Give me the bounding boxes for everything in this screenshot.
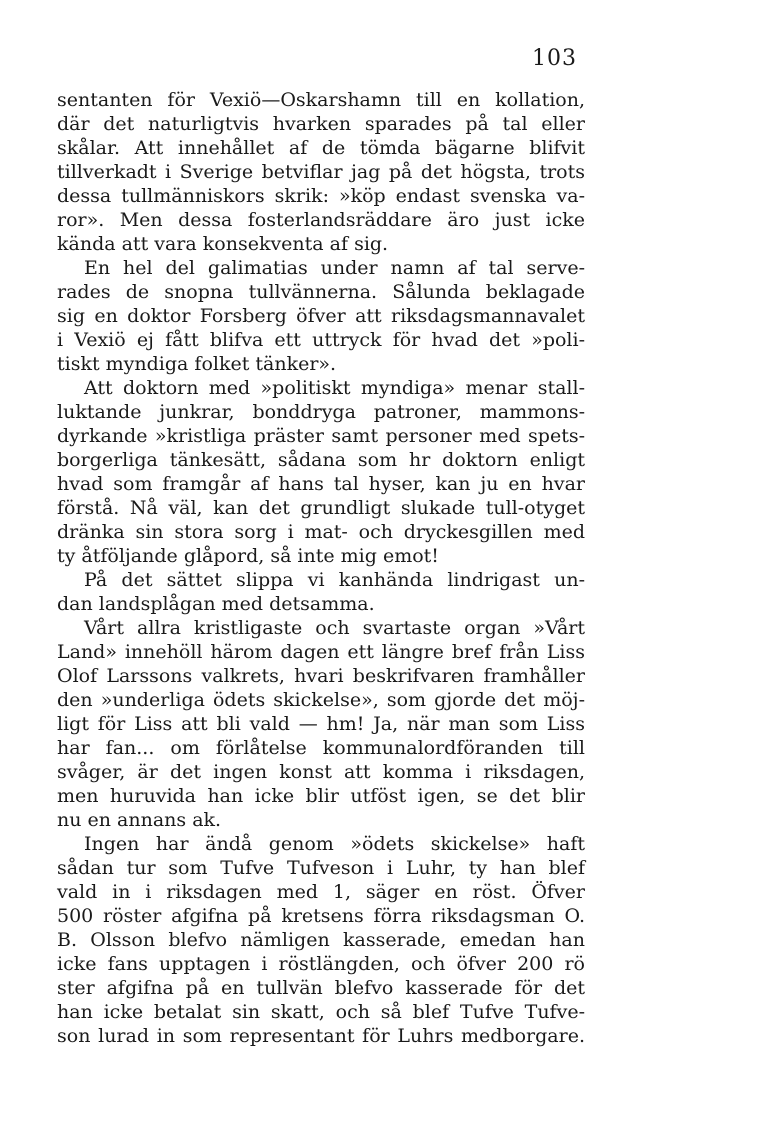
text-line: ligt för Liss att bli vald — hm! Ja, när man som Liss [57, 713, 585, 735]
text-line: dessa tullmänniskors skrik: »köp endast svenska va- [57, 185, 585, 207]
text-line: sådan tur som Tufve Tufveson i Luhr, ty han blef [57, 857, 585, 879]
text-line: ty åtföljande glåpord, så inte mig emot! [57, 545, 439, 567]
text-line: En hel del galimatias under namn af tal serve- [84, 257, 585, 279]
text-line: vald in i riksdagen med 1, säger en röst. Öfver [57, 881, 585, 903]
text-line: På det sättet slippa vi kanhända lindrigast un- [84, 569, 585, 591]
text-line: svåger, är det ingen konst att komma i riksdagen, [57, 761, 585, 783]
text-line: i Vexiö ej fått blifva ett uttryck för hvad det »poli- [57, 329, 585, 351]
text-line: Ingen har ändå genom »ödets skickelse» haft [84, 833, 585, 855]
text-line: 500 röster afgifna på kretsens förra riksdagsman O. [57, 905, 585, 927]
text-line: nu en annans ak. [57, 809, 222, 831]
text-line: rades de snopna tullvännerna. Sålunda beklagade [57, 281, 585, 303]
text-line: Att doktorn med »politiskt myndiga» menar stall- [84, 377, 585, 399]
text-line: Vårt allra kristligaste och svartaste organ »Vårt [84, 617, 585, 639]
text-line: icke fans upptagen i röstlängden, och öfver 200 rö [57, 953, 585, 975]
text-line: sig en doktor Forsberg öfver att riksdagsmannavalet [57, 305, 585, 327]
text-line: ster afgifna på en tullvän blefvo kasserade för det [57, 977, 585, 999]
text-line: borgerliga tänkesätt, sådana som hr doktorn enligt [57, 449, 585, 471]
text-line: dan landsplågan med detsamma. [57, 593, 375, 615]
text-line: Olof Larssons valkrets, hvari beskrifvaren framhåller [57, 665, 585, 687]
text-line: har fan... om förlåtelse kommunalordföranden till [57, 737, 585, 759]
text-line: tiskt myndiga folket tänker». [57, 353, 337, 375]
text-line: förstå. Nå väl, kan det grundligt slukade tull-otyget [57, 497, 585, 519]
text-line: den »underliga ödets skickelse», som gjorde det möj- [57, 689, 585, 711]
text-line: dyrkande »kristliga präster samt personer med spets- [57, 425, 585, 447]
text-line: sentanten för Vexiö—Oskarshamn till en kollation, [57, 89, 585, 111]
text-line: tillverkadt i Sverige betviflar jag på det högsta, trots [57, 161, 585, 183]
text-line: dränka sin stora sorg i mat- och dryckesgillen med [57, 521, 585, 543]
text-line: där det naturligtvis hvarken sparades på tal eller [57, 113, 585, 135]
page-number: 103 [532, 46, 577, 71]
text-line: son lurad in som representant för Luhrs medborgare. [57, 1025, 585, 1047]
text-line: hvad som framgår af hans tal hyser, kan ju en hvar [57, 473, 585, 495]
text-line: kända att vara konsekventa af sig. [57, 233, 389, 255]
text-line: men huruvida han icke blir utföst igen, se det blir [57, 785, 585, 807]
text-line: luktande junkrar, bonddryga patroner, mammons- [57, 401, 585, 423]
text-line: B. Olsson blefvo nämligen kasserade, emedan han [57, 929, 585, 951]
text-line: ror». Men dessa fosterlandsräddare äro just icke [57, 209, 585, 231]
text-line: Land» innehöll härom dagen ett längre bref från Liss [57, 641, 585, 663]
text-line: skålar. Att innehållet af de tömda bägarne blifvit [57, 137, 585, 159]
text-line: han icke betalat sin skatt, och så blef Tufve Tufve- [57, 1001, 585, 1023]
